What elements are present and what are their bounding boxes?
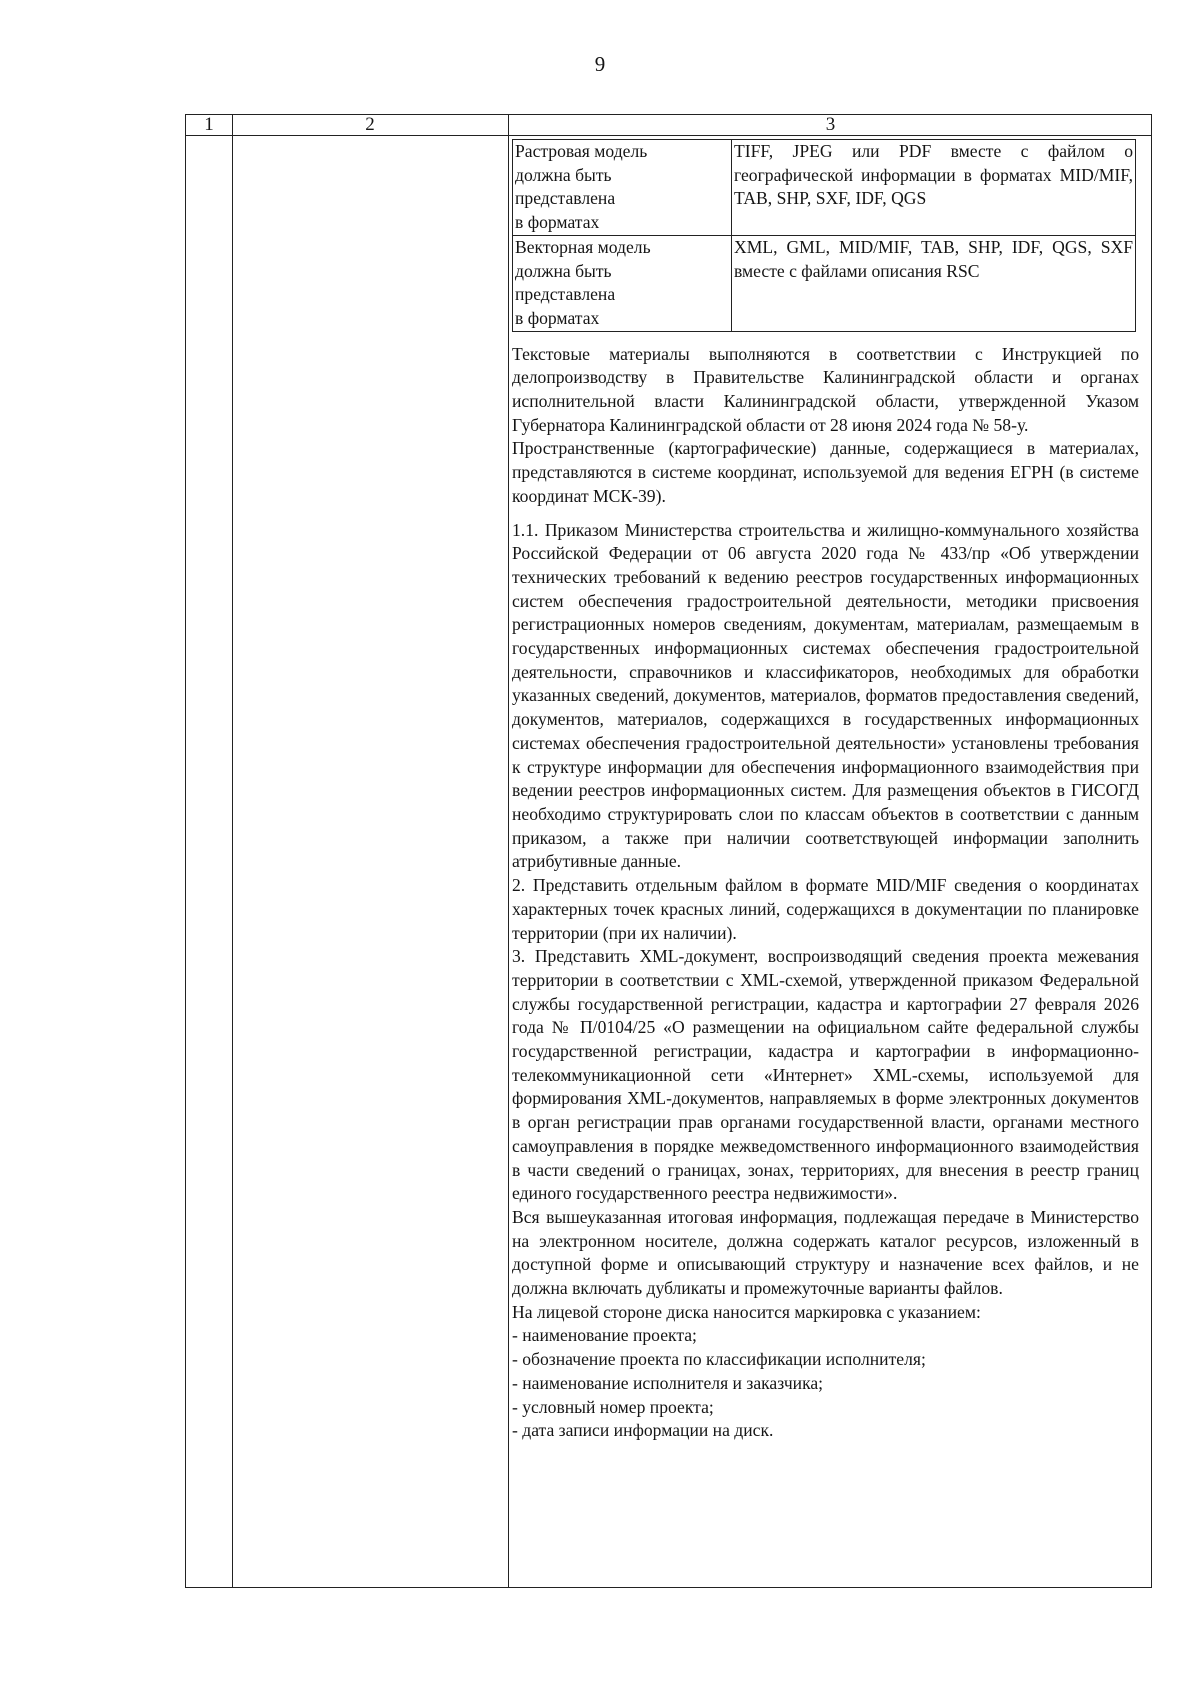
label-line: Векторная модель <box>515 236 651 257</box>
format-label-raster <box>513 140 732 236</box>
paragraph-item-1-1: 1.1. Приказом Министерства строительства и жилищно-коммунального хозяйства Российской Федерации от 06 августа 2020 года № 433/пр «Об утверждении технических требований к ведению реестров государственных информационных систем обеспечения градостроительной деятельности, методики присвоения регистрационных номеров сведениям, документам, материалам, размещаемым в государственных информационных системах обеспечения градостроительной деятельности, справочников и классификаторов, необходимых для обработки указанных сведений, документов, материалов, форматов предоставления сведений, документов, материалов, содержащихся в государственных информационных системах обеспечения градостроительной деятельности» установлены требования к структуре информации для обеспечения информационного взаимодействия при ведении реестров информационных систем. Для размещения объектов в ГИСОГД необходимо структурировать слои по классам объектов в соответствии с данным приказом, а также при наличии соответствующей информации заполнить атрибутивные данные. <box>512 519 1139 872</box>
paragraph-item-3: 3. Представить XML-документ, воспроизводящий сведения проекта межевания территории в соответствии с XML-схемой, утвержденной приказом Федеральной службы государственной регистрации, кадастра и картографии 27 февраля 2026 года № П/0104/25 «О размещении на официальном сайте федеральной службы государственной регистрации, кадастра и картографии в информационно-телекоммуникационной сети «Интернет» XML-схемы, используемой для формирования XML-документов, направляемых в форме электронных документов в орган регистрации прав органами государственной власти, органами местного самоуправления в порядке межведомственного информационного взаимодействия в части сведений о границах, зонах, территориях, для внесения в реестр границ единого государственного реестра недвижимости». <box>512 946 1139 1204</box>
label-line: представлена <box>515 188 616 209</box>
paragraph-text-materials: Текстовые материалы выполняются в соответствии с Инструкцией по делопроизводству в Правительстве Калининградской области и органах исполнительной власти Калининградской области, утвержденной Указом Губернатора Калининградской области от 28 июня 2024 года № 58-у. <box>512 343 1139 435</box>
format-value-vector: XML, GML, MID/MIF, TAB, SHP, IDF, QGS, SXF вместе с файлами описания RSC <box>732 235 1136 331</box>
header-row-divider <box>186 135 1151 136</box>
label-line: должна быть <box>515 260 612 281</box>
paragraph-final-info: Вся вышеуказанная итоговая информация, подлежащая передаче в Министерство на электронном носителе, должна содержать каталог ресурсов, изложенный в доступной форме и описывающий структуру и назначение всех файлов, и не должна включать дубликаты и промежуточные варианты файлов. <box>512 1206 1139 1299</box>
format-value-raster: TIFF, JPEG или PDF вместе с файлом о географической информации в форматах MID/MIF, TAB, SHP, SXF, IDF, QGS <box>732 140 1136 236</box>
label-line: Растровая модель <box>515 141 648 161</box>
list-item: - обозначение проекта по классификации исполнителя; <box>512 1349 926 1370</box>
column-header-3: 3 <box>825 114 836 135</box>
format-label-vector <box>513 235 732 331</box>
table-row <box>513 235 1136 331</box>
label-line: в форматах <box>515 307 600 328</box>
paragraph-item-2: 2. Представить отдельным файлом в формате MID/MIF сведения о координатах характерных точек красных линий, содержащихся в документации по планировке территории (при их наличии). <box>512 875 1139 943</box>
column-divider <box>508 115 509 1587</box>
page-number: 9 <box>594 52 606 76</box>
label-line: представлена <box>515 284 616 305</box>
column-3-content <box>512 139 1139 1443</box>
list-item: - наименование проекта; <box>512 1325 697 1346</box>
paragraph-spatial-data: Пространственные (картографические) данные, содержащиеся в материалах, представляются в системе координат, используемой для ведения ЕГРН (в системе координат МСК-39). <box>512 438 1139 506</box>
label-line: в форматах <box>515 212 600 233</box>
label-line: должна быть <box>515 164 612 185</box>
list-item: - дата записи информации на диск. <box>512 1420 774 1441</box>
format-table <box>512 139 1136 332</box>
column-header-2: 2 <box>365 114 375 135</box>
list-item: - условный номер проекта; <box>512 1396 714 1417</box>
paragraph-disk-marking-intro: На лицевой стороне диска наносится маркировка с указанием: <box>512 1301 981 1322</box>
main-table <box>185 114 1152 1588</box>
disk-marking-list <box>512 1324 1139 1443</box>
column-header-1: 1 <box>204 114 214 135</box>
column-divider <box>232 115 233 1587</box>
table-row <box>513 140 1136 236</box>
list-item: - наименование исполнителя и заказчика; <box>512 1372 824 1393</box>
